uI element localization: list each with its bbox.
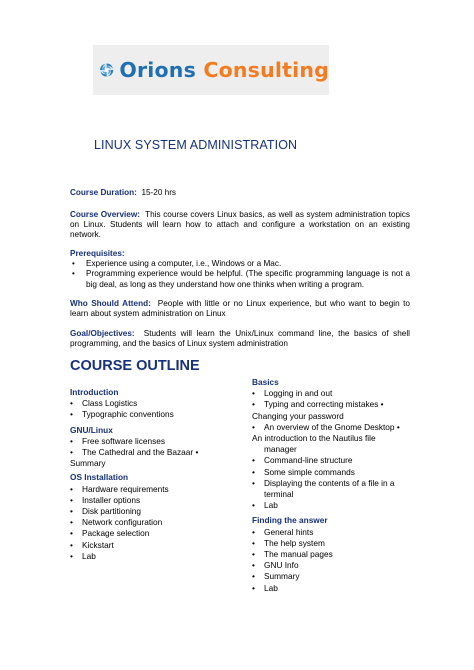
list-item: • GNU Info xyxy=(252,560,417,571)
list-item: • Lab xyxy=(252,500,417,511)
list-item: • Typing and correcting mistakes • xyxy=(252,399,417,410)
list-item: • Typographic conventions xyxy=(70,409,250,420)
overview-label: Course Overview: xyxy=(70,210,140,219)
duration-label: Course Duration: xyxy=(70,188,137,197)
goals-objectives xyxy=(70,329,410,349)
section-heading-basics: Basics xyxy=(252,377,279,387)
list-item: • Disk partitioning xyxy=(70,506,250,517)
list-item: • Command-line structure xyxy=(252,455,417,466)
list-item: Summary xyxy=(70,458,106,469)
list-item: • The Cathedral and the Bazaar • xyxy=(70,447,250,458)
list-item-text: The Cathedral and the Bazaar xyxy=(82,447,194,458)
list-item: • Hardware requirements xyxy=(70,484,250,495)
document-title: LINUX SYSTEM ADMINISTRATION xyxy=(94,138,298,152)
list-item: Changing your password xyxy=(252,410,344,421)
list-item: • Class Logistics xyxy=(70,398,250,409)
course-outline-heading: COURSE OUTLINE xyxy=(70,358,200,374)
list-item: • Summary xyxy=(252,571,417,582)
section-heading-finding-the-answer: Finding the answer xyxy=(252,515,328,526)
list-item: manager xyxy=(264,444,297,455)
list-item: • Lab xyxy=(252,583,417,594)
logo-wordmark xyxy=(119,58,329,82)
prerequisites-list xyxy=(70,259,410,290)
prerequisites-section xyxy=(70,249,410,290)
course-overview xyxy=(70,210,410,241)
list-item: • The help system xyxy=(252,538,417,549)
company-logo xyxy=(93,45,329,95)
attend-label: Who Should Attend: xyxy=(70,299,151,308)
list-item-text: Typing and correcting mistakes xyxy=(264,399,379,410)
list-item-text: An overview of the Gnome Desktop xyxy=(264,421,395,432)
list-item: • Network configuration xyxy=(70,517,250,528)
list-item: • Programming experience would be helpful. (The specific programming language is not a big deal, as long as they understand how one thinks when writing a program. xyxy=(70,269,410,289)
list-item: • The manual pages xyxy=(252,549,417,560)
list-item: • An overview of the Gnome Desktop • xyxy=(252,422,417,433)
outline-left-column xyxy=(70,387,250,562)
list-item: • Some simple commands xyxy=(252,467,417,478)
section-heading-introduction: Introduction xyxy=(70,387,119,397)
logo-name-main: Orions xyxy=(119,58,197,82)
list-item: • Experience using a computer, i.e., Windows or a Mac. xyxy=(70,259,410,269)
overview-text: This course covers Linux basics, as well as system administration topics on Linux. Students will learn how to attach and configure a workstation on an existing network. xyxy=(70,210,410,240)
swirl-logo-icon xyxy=(99,50,114,90)
course-duration xyxy=(70,188,410,198)
list-item: • Installer options xyxy=(70,495,250,506)
list-item: • Displaying the contents of a file in a xyxy=(252,478,417,489)
section-heading-os-installation: OS Installation xyxy=(70,472,129,483)
list-item: • Logging in and out xyxy=(252,388,417,399)
attend-text: People with little or no Linux experience, but who want to begin to learn about system administration on Linux xyxy=(70,299,410,319)
logo-name-accent: Consulting xyxy=(203,58,329,82)
list-item: terminal xyxy=(264,489,294,500)
goals-text: Students will learn the Unix/Linux command line, the basics of shell programming, and the basics of Linux system administration xyxy=(70,329,410,349)
goals-label: Goal/Objectives: xyxy=(70,329,135,338)
list-item: • General hints xyxy=(252,527,417,538)
list-item: • Package selection xyxy=(70,528,250,539)
outline-right-column xyxy=(252,377,417,594)
who-should-attend xyxy=(70,299,410,319)
duration-value: 15-20 hrs xyxy=(141,188,177,197)
section-heading-gnu-linux: GNU/Linux xyxy=(70,424,113,435)
list-item: • Lab xyxy=(70,551,250,562)
list-item: • Free software licenses xyxy=(70,436,250,447)
list-item: An introduction to the Nautilus file xyxy=(252,433,376,444)
prerequisites-label: Prerequisites: xyxy=(70,249,125,258)
list-item: • Kickstart xyxy=(70,540,250,551)
